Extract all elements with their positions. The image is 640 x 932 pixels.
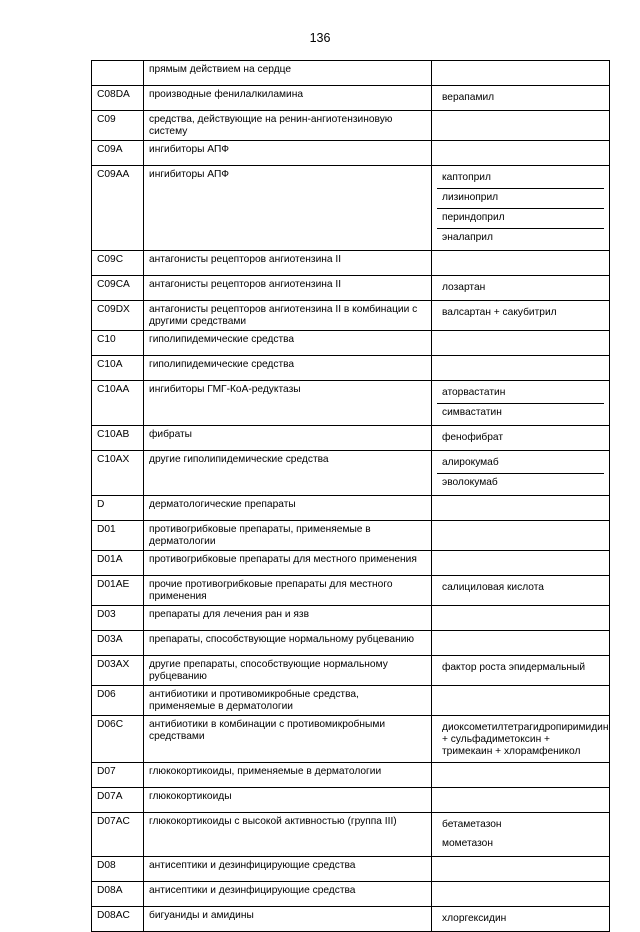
group-description-cell: антагонисты рецепторов ангиотензина II в комбинации с другими средствами <box>144 301 432 331</box>
table-row <box>92 521 610 551</box>
atc-code-cell: C10AB <box>92 426 144 451</box>
atc-code-cell: D06 <box>92 686 144 716</box>
table-row <box>92 251 610 276</box>
table-row <box>92 656 610 686</box>
drug-name: лозартан <box>442 282 486 293</box>
table-row <box>92 276 610 301</box>
drug-name: эволокумаб <box>437 473 604 493</box>
group-description-cell: гиполипидемические средства <box>144 356 432 381</box>
drug-name <box>437 609 604 628</box>
drug-name <box>437 689 604 708</box>
drug-names-cell <box>432 907 610 932</box>
group-description-cell: антибиотики в комбинации с противомикробными средствами <box>144 716 432 763</box>
drug-name: периндоприл <box>437 208 604 228</box>
table-row <box>92 882 610 907</box>
group-description-cell: другие препараты, способствующие нормальному рубцеванию <box>144 656 432 686</box>
atc-code-cell: D08AC <box>92 907 144 932</box>
drug-name: бетаметазон <box>442 819 502 830</box>
drug-names-cell <box>432 356 610 381</box>
drug-names-cell <box>432 813 610 857</box>
atc-code-cell: C08DA <box>92 86 144 111</box>
drug-names-cell <box>432 331 610 356</box>
table-row <box>92 381 610 426</box>
drug-names-cell <box>432 521 610 551</box>
atc-code-cell: D01AE <box>92 576 144 606</box>
atc-code-cell: D06C <box>92 716 144 763</box>
group-description-cell: глюкокортикоиды, применяемые в дерматологии <box>144 763 432 788</box>
drug-name: фактор роста эпидермальный <box>442 662 586 673</box>
table-row <box>92 426 610 451</box>
group-description-cell: ингибиторы АПФ <box>144 166 432 251</box>
drug-name: верапамил <box>442 92 495 103</box>
atc-code-cell: D08A <box>92 882 144 907</box>
drug-names-cell <box>432 276 610 301</box>
atc-code-cell: D03A <box>92 631 144 656</box>
page-number: 136 <box>309 31 331 45</box>
table-row <box>92 331 610 356</box>
group-description-cell: противогрибковые препараты, применяемые в дерматологии <box>144 521 432 551</box>
drug-names-cell <box>432 111 610 141</box>
group-description-cell: бигуаниды и амидины <box>144 907 432 932</box>
atc-code-cell: D01 <box>92 521 144 551</box>
group-description-cell: ингибиторы АПФ <box>144 141 432 166</box>
table-row <box>92 451 610 496</box>
table-row <box>92 166 610 251</box>
drug-names-cell <box>432 551 610 576</box>
group-description-cell: ингибиторы ГМГ-КоА-редуктазы <box>144 381 432 426</box>
drug-names-cell <box>432 882 610 907</box>
table-row <box>92 86 610 111</box>
table-row <box>92 496 610 521</box>
table-row <box>92 141 610 166</box>
drug-name: лизиноприл <box>437 188 604 208</box>
table-row <box>92 686 610 716</box>
table-row <box>92 356 610 381</box>
table-row <box>92 61 610 86</box>
drug-names-cell <box>432 166 610 251</box>
group-description-cell: антагонисты рецепторов ангиотензина II <box>144 251 432 276</box>
drug-name <box>437 144 604 163</box>
drug-name: диоксометилтетрагидропиримидин + сульфадиметоксин + тримекаин + хлорамфеникол <box>442 722 609 757</box>
atc-code-cell: C09CA <box>92 276 144 301</box>
table-row <box>92 907 610 932</box>
drug-names-cell <box>432 251 610 276</box>
group-description-cell: противогрибковые препараты для местного применения <box>144 551 432 576</box>
atc-drug-table <box>91 60 610 932</box>
atc-code-cell: D01A <box>92 551 144 576</box>
drug-names-cell <box>432 857 610 882</box>
group-description-cell: гиполипидемические средства <box>144 331 432 356</box>
table-row <box>92 813 610 857</box>
table-row <box>92 763 610 788</box>
group-description-cell: производные фенилалкиламина <box>144 86 432 111</box>
drug-name: эналаприл <box>437 228 604 248</box>
drug-names-cell <box>432 451 610 496</box>
atc-code-cell: C10AX <box>92 451 144 496</box>
drug-name: фенофибрат <box>442 432 504 443</box>
drug-name <box>437 554 604 573</box>
drug-name: мометазон <box>442 838 493 849</box>
table-row <box>92 716 610 763</box>
drug-names-cell <box>432 61 610 86</box>
drug-names-cell <box>432 426 610 451</box>
atc-code-cell: D03AX <box>92 656 144 686</box>
drug-names-cell <box>432 381 610 426</box>
drug-name <box>437 499 604 518</box>
drug-names-cell <box>432 686 610 716</box>
drug-name <box>437 359 604 378</box>
group-description-cell: антисептики и дезинфицирующие средства <box>144 882 432 907</box>
atc-code-cell: D03 <box>92 606 144 631</box>
group-description-cell: средства, действующие на ренин-ангиотензиновую систему <box>144 111 432 141</box>
atc-code-cell: D07A <box>92 788 144 813</box>
drug-name: салициловая кислота <box>442 582 544 593</box>
atc-code-cell: C09AA <box>92 166 144 251</box>
atc-code-cell: D07AC <box>92 813 144 857</box>
atc-code-cell: C10 <box>92 331 144 356</box>
drug-names-cell <box>432 606 610 631</box>
drug-name <box>437 254 604 273</box>
drug-name <box>437 634 604 653</box>
drug-name: симвастатин <box>437 403 604 423</box>
drug-names-cell <box>432 788 610 813</box>
drug-names-cell <box>432 656 610 686</box>
group-description-cell: глюкокортикоиды <box>144 788 432 813</box>
drug-name: валсартан + сакубитрил <box>442 307 557 318</box>
drug-names-cell <box>432 496 610 521</box>
drug-name: хлоргексидин <box>442 913 507 924</box>
drug-names-cell <box>432 631 610 656</box>
group-description-cell: фибраты <box>144 426 432 451</box>
drug-name <box>437 766 604 785</box>
group-description-cell: другие гиполипидемические средства <box>144 451 432 496</box>
drug-name <box>437 114 604 133</box>
atc-code-cell: C10AA <box>92 381 144 426</box>
drug-name: алирокумаб <box>442 457 499 468</box>
group-description-cell: глюкокортикоиды с высокой активностью (группа III) <box>144 813 432 857</box>
drug-names-cell <box>432 301 610 331</box>
drug-names-cell <box>432 141 610 166</box>
table-row <box>92 857 610 882</box>
drug-names-cell <box>432 576 610 606</box>
table-row <box>92 788 610 813</box>
drug-names-cell <box>432 86 610 111</box>
group-description-cell: прямым действием на сердце <box>144 61 432 86</box>
table-row <box>92 606 610 631</box>
atc-code-cell: C10A <box>92 356 144 381</box>
drug-name: аторвастатин <box>442 387 506 398</box>
drug-name <box>437 524 604 543</box>
group-description-cell: дерматологические препараты <box>144 496 432 521</box>
atc-code-cell: C09A <box>92 141 144 166</box>
atc-code-cell: D <box>92 496 144 521</box>
drug-name <box>437 791 604 810</box>
atc-code-cell <box>92 61 144 86</box>
atc-code-cell: D08 <box>92 857 144 882</box>
table-row <box>92 631 610 656</box>
table-row <box>92 576 610 606</box>
group-description-cell: прочие противогрибковые препараты для местного применения <box>144 576 432 606</box>
drug-names-cell <box>432 716 610 763</box>
group-description-cell: препараты для лечения ран и язв <box>144 606 432 631</box>
drug-names-cell <box>432 763 610 788</box>
atc-code-cell: C09DX <box>92 301 144 331</box>
drug-name <box>437 860 604 879</box>
drug-name: каптоприл <box>442 172 491 183</box>
atc-code-cell: C09 <box>92 111 144 141</box>
group-description-cell: препараты, способствующие нормальному рубцеванию <box>144 631 432 656</box>
table-row <box>92 111 610 141</box>
drug-name <box>437 334 604 353</box>
group-description-cell: антагонисты рецепторов ангиотензина II <box>144 276 432 301</box>
atc-code-cell: D07 <box>92 763 144 788</box>
drug-name <box>437 64 604 83</box>
table-row <box>92 551 610 576</box>
group-description-cell: антибиотики и противомикробные средства, применяемые в дерматологии <box>144 686 432 716</box>
drug-name <box>437 885 604 904</box>
table-row <box>92 301 610 331</box>
group-description-cell: антисептики и дезинфицирующие средства <box>144 857 432 882</box>
atc-code-cell: C09C <box>92 251 144 276</box>
